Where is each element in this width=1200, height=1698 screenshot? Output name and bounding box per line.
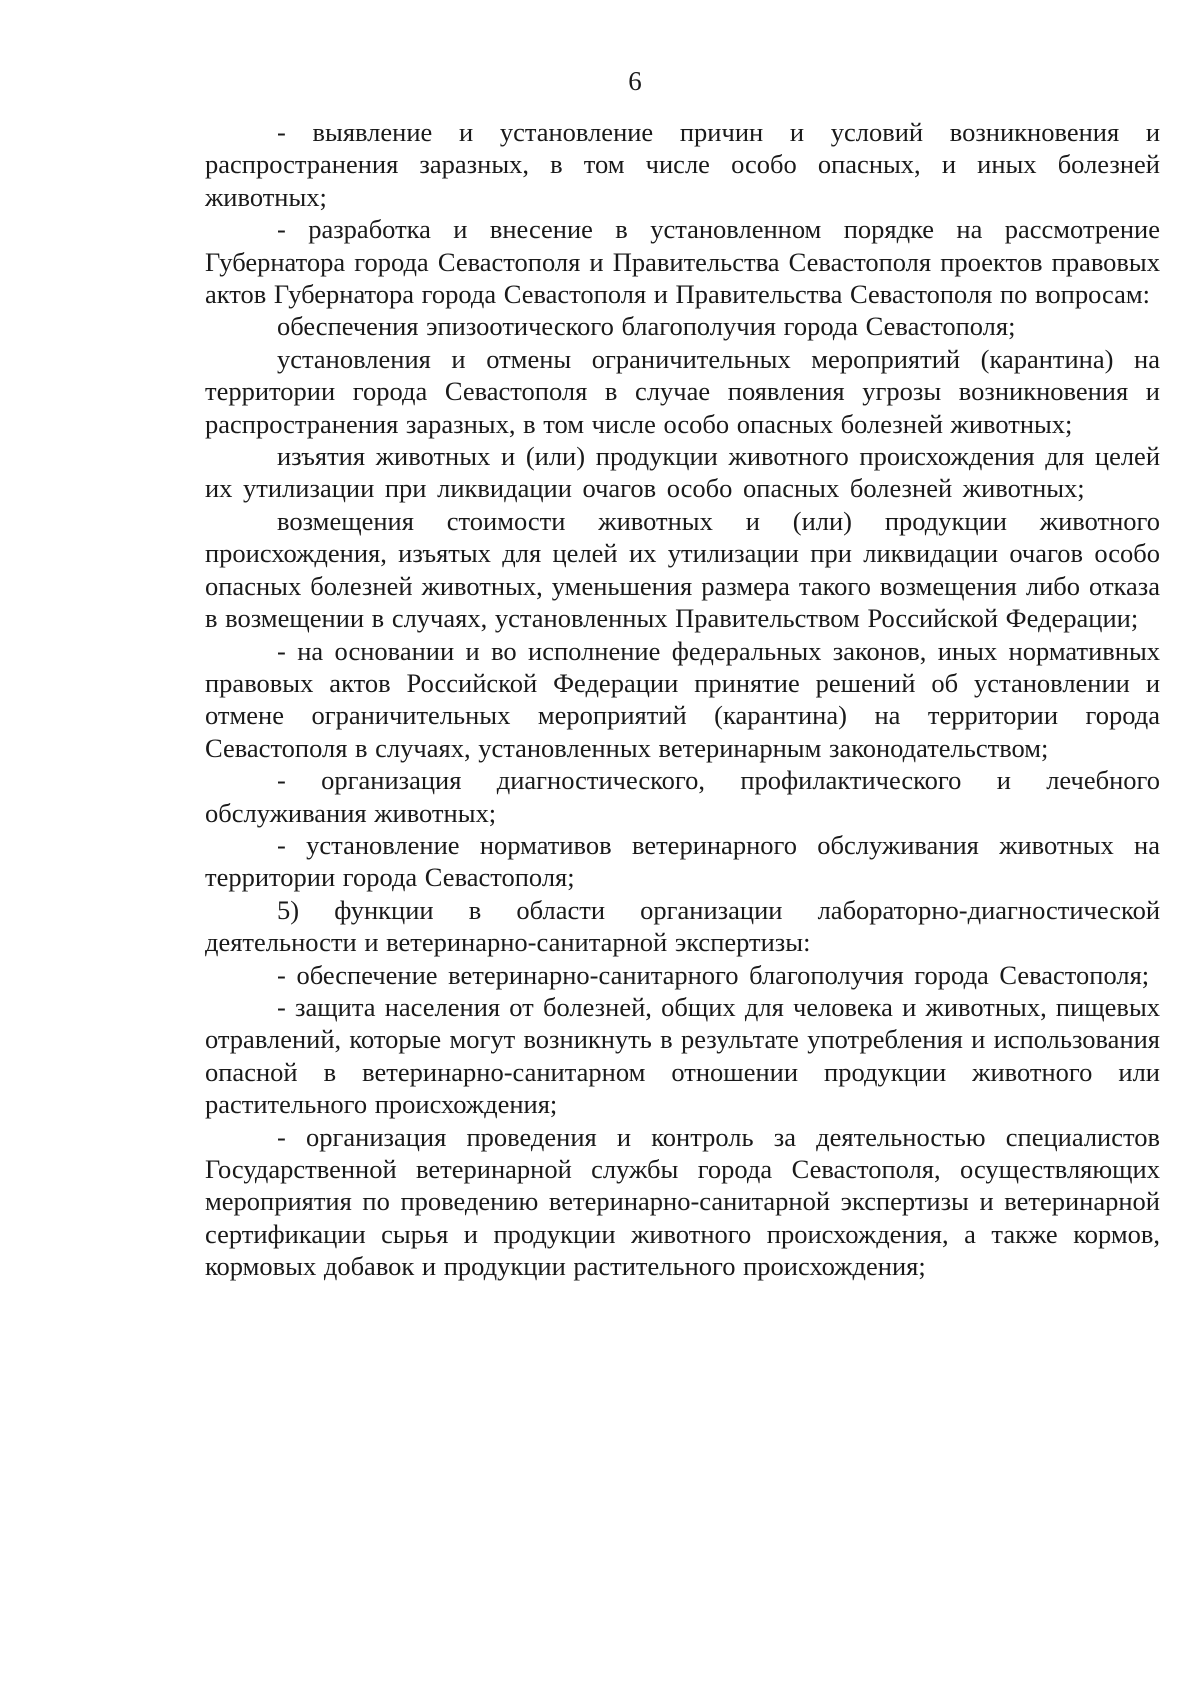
paragraph-sanitary-wellbeing: - обеспечение ветеринарно-санитарного благополучия города Севастополя; <box>277 959 1150 990</box>
document-body <box>205 116 1160 1283</box>
paragraph-drafting-legal-acts: - разработка и внесение в установленном порядке на рассмотрение Губернатора города Севастополя и Правительства Севастополя проектов правовых актов Губернатора города Севастополя и Правительства Севастополя по вопросам: <box>205 214 1160 310</box>
paragraph-laboratory-functions: 5) функции в области организации лабораторно-диагностической деятельности и ветеринарно-санитарной экспертизы: <box>205 894 1160 958</box>
paragraph-compensation: возмещения стоимости животных и (или) продукции животного происхождения, изъятых для целей их утилизации при ликвидации очагов особо опасных болезней животных, уменьшения размера такого возмещения либо отказа в возмещении в случаях, установленных Правительством Российской Федерации; <box>205 505 1160 634</box>
paragraph-diagnostic-services: - организация диагностического, профилактического и лечебного обслуживания животных; <box>205 765 1160 828</box>
paragraph-epizootic-wellbeing: обеспечения эпизоотического благополучия города Севастополя; <box>277 311 1016 342</box>
paragraph-animal-seizure: изъятия животных и (или) продукции животного происхождения для целей их утилизации при ликвидации очагов особо опасных болезней животных; <box>205 441 1160 504</box>
paragraph-quarantine-measures: установления и отмены ограничительных мероприятий (карантина) на территории города Севастополя в случае появления угрозы возникновения и распространения заразных, в том числе особо опасных болезней животных; <box>205 343 1160 439</box>
paragraph-federal-laws-decisions: - на основании и во исполнение федеральных законов, иных нормативных правовых актов Российской Федерации принятие решений об установлении и отмене ограничительных мероприятий (карантина) на территории города Севастополя в случаях, установленных ветеринарным законодательством; <box>205 635 1160 763</box>
paragraph-service-standards: - установление нормативов ветеринарного обслуживания животных на территории города Севастополя; <box>205 829 1160 893</box>
paragraph-population-protection: - защита населения от болезней, общих для человека и животных, пищевых отравлений, которые могут возникнуть в результате употребления и использования опасной в ветеринарно-санитарном отношении продукции животного или растительного происхождения; <box>205 991 1160 1120</box>
paragraph-expertise-control: - организация проведения и контроль за деятельностью специалистов Государственной ветеринарной службы города Севастополя, осуществляющих мероприятия по проведению ветеринарно-санитарной экспертизы и ветеринарной сертификации сырья и продукции животного происхождения, а также кормов, кормовых добавок и продукции растительного происхождения; <box>205 1121 1160 1282</box>
page-number: 6 <box>628 66 642 96</box>
paragraph-detection-of-causes: - выявление и установление причин и условий возникновения и распространения заразных, в том числе особо опасных, и иных болезней животных; <box>205 117 1160 212</box>
